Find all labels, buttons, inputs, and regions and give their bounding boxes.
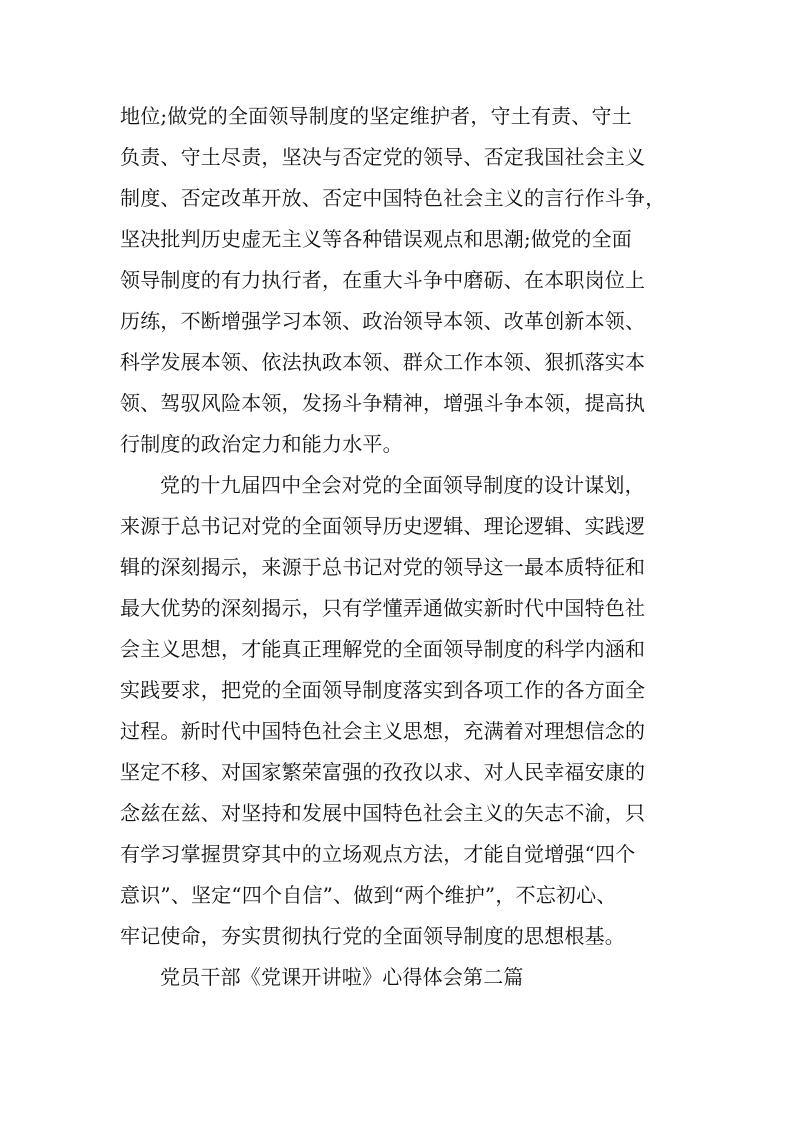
paragraph-2 (120, 465, 680, 957)
paragraph-line: 过程。新时代中国特色社会主义思想，充满着对理想信念的 (120, 719, 646, 743)
document-body (120, 96, 680, 998)
paragraph-line: 负责、守土尽责，坚决与否定党的领导、否定我国社会主义 (120, 145, 646, 169)
paragraph-line: 辑的深刻揭示，来源于总书记对党的领导这一最本质特征和 (120, 555, 646, 579)
paragraph-line: 最大优势的深刻揭示，只有学懂弄通做实新时代中国特色社 (120, 596, 646, 620)
paragraph-line: 会主义思想，才能真正理解党的全面领导制度的科学内涵和 (120, 637, 646, 661)
paragraph-1 (120, 96, 680, 465)
paragraph-line: 制度、否定改革开放、否定中国特色社会主义的言行作斗争， (120, 186, 666, 210)
paragraph-line: 行制度的政治定力和能力水平。 (120, 432, 403, 456)
paragraph-line: 实践要求，把党的全面领导制度落实到各项工作的各方面全 (120, 678, 646, 702)
paragraph-line: 历练，不断增强学习本领、政治领导本领、改革创新本领、 (120, 309, 646, 333)
paragraph-line: 领导制度的有力执行者，在重大斗争中磨砺、在本职岗位上 (120, 268, 646, 292)
paragraph-line: 坚定不移、对国家繁荣富强的孜孜以求、对人民幸福安康的 (120, 760, 646, 784)
paragraph-line: 地位;做党的全面领导制度的坚定维护者，守土有责、守土 (120, 104, 632, 128)
paragraph-line: 坚决批判历史虚无主义等各种错误观点和思潮;做党的全面 (120, 227, 632, 251)
paragraph-line: 牢记使命，夯实贯彻执行党的全面领导制度的思想根基。 (120, 924, 625, 948)
paragraph-line: 意识”、坚定“四个自信”、做到“两个维护”，不忘初心、 (120, 883, 617, 907)
paragraph-line: 领、驾驭风险本领，发扬斗争精神，增强斗争本领，提高执 (120, 391, 646, 415)
paragraph-line: 科学发展本领、依法执政本领、群众工作本领、狠抓落实本 (120, 350, 646, 374)
paragraph-line: 党的十九届四中全会对党的全面领导制度的设计谋划， (160, 473, 645, 497)
section-title: 党员干部《党课开讲啦》心得体会第二篇 (160, 965, 524, 989)
paragraph-line: 有学习掌握贯穿其中的立场观点方法，才能自觉增强“四个 (120, 842, 636, 866)
paragraph-line: 念兹在兹、对坚持和发展中国特色社会主义的矢志不渝，只 (120, 801, 646, 825)
paragraph-line: 来源于总书记对党的全面领导历史逻辑、理论逻辑、实践逻 (120, 514, 646, 538)
